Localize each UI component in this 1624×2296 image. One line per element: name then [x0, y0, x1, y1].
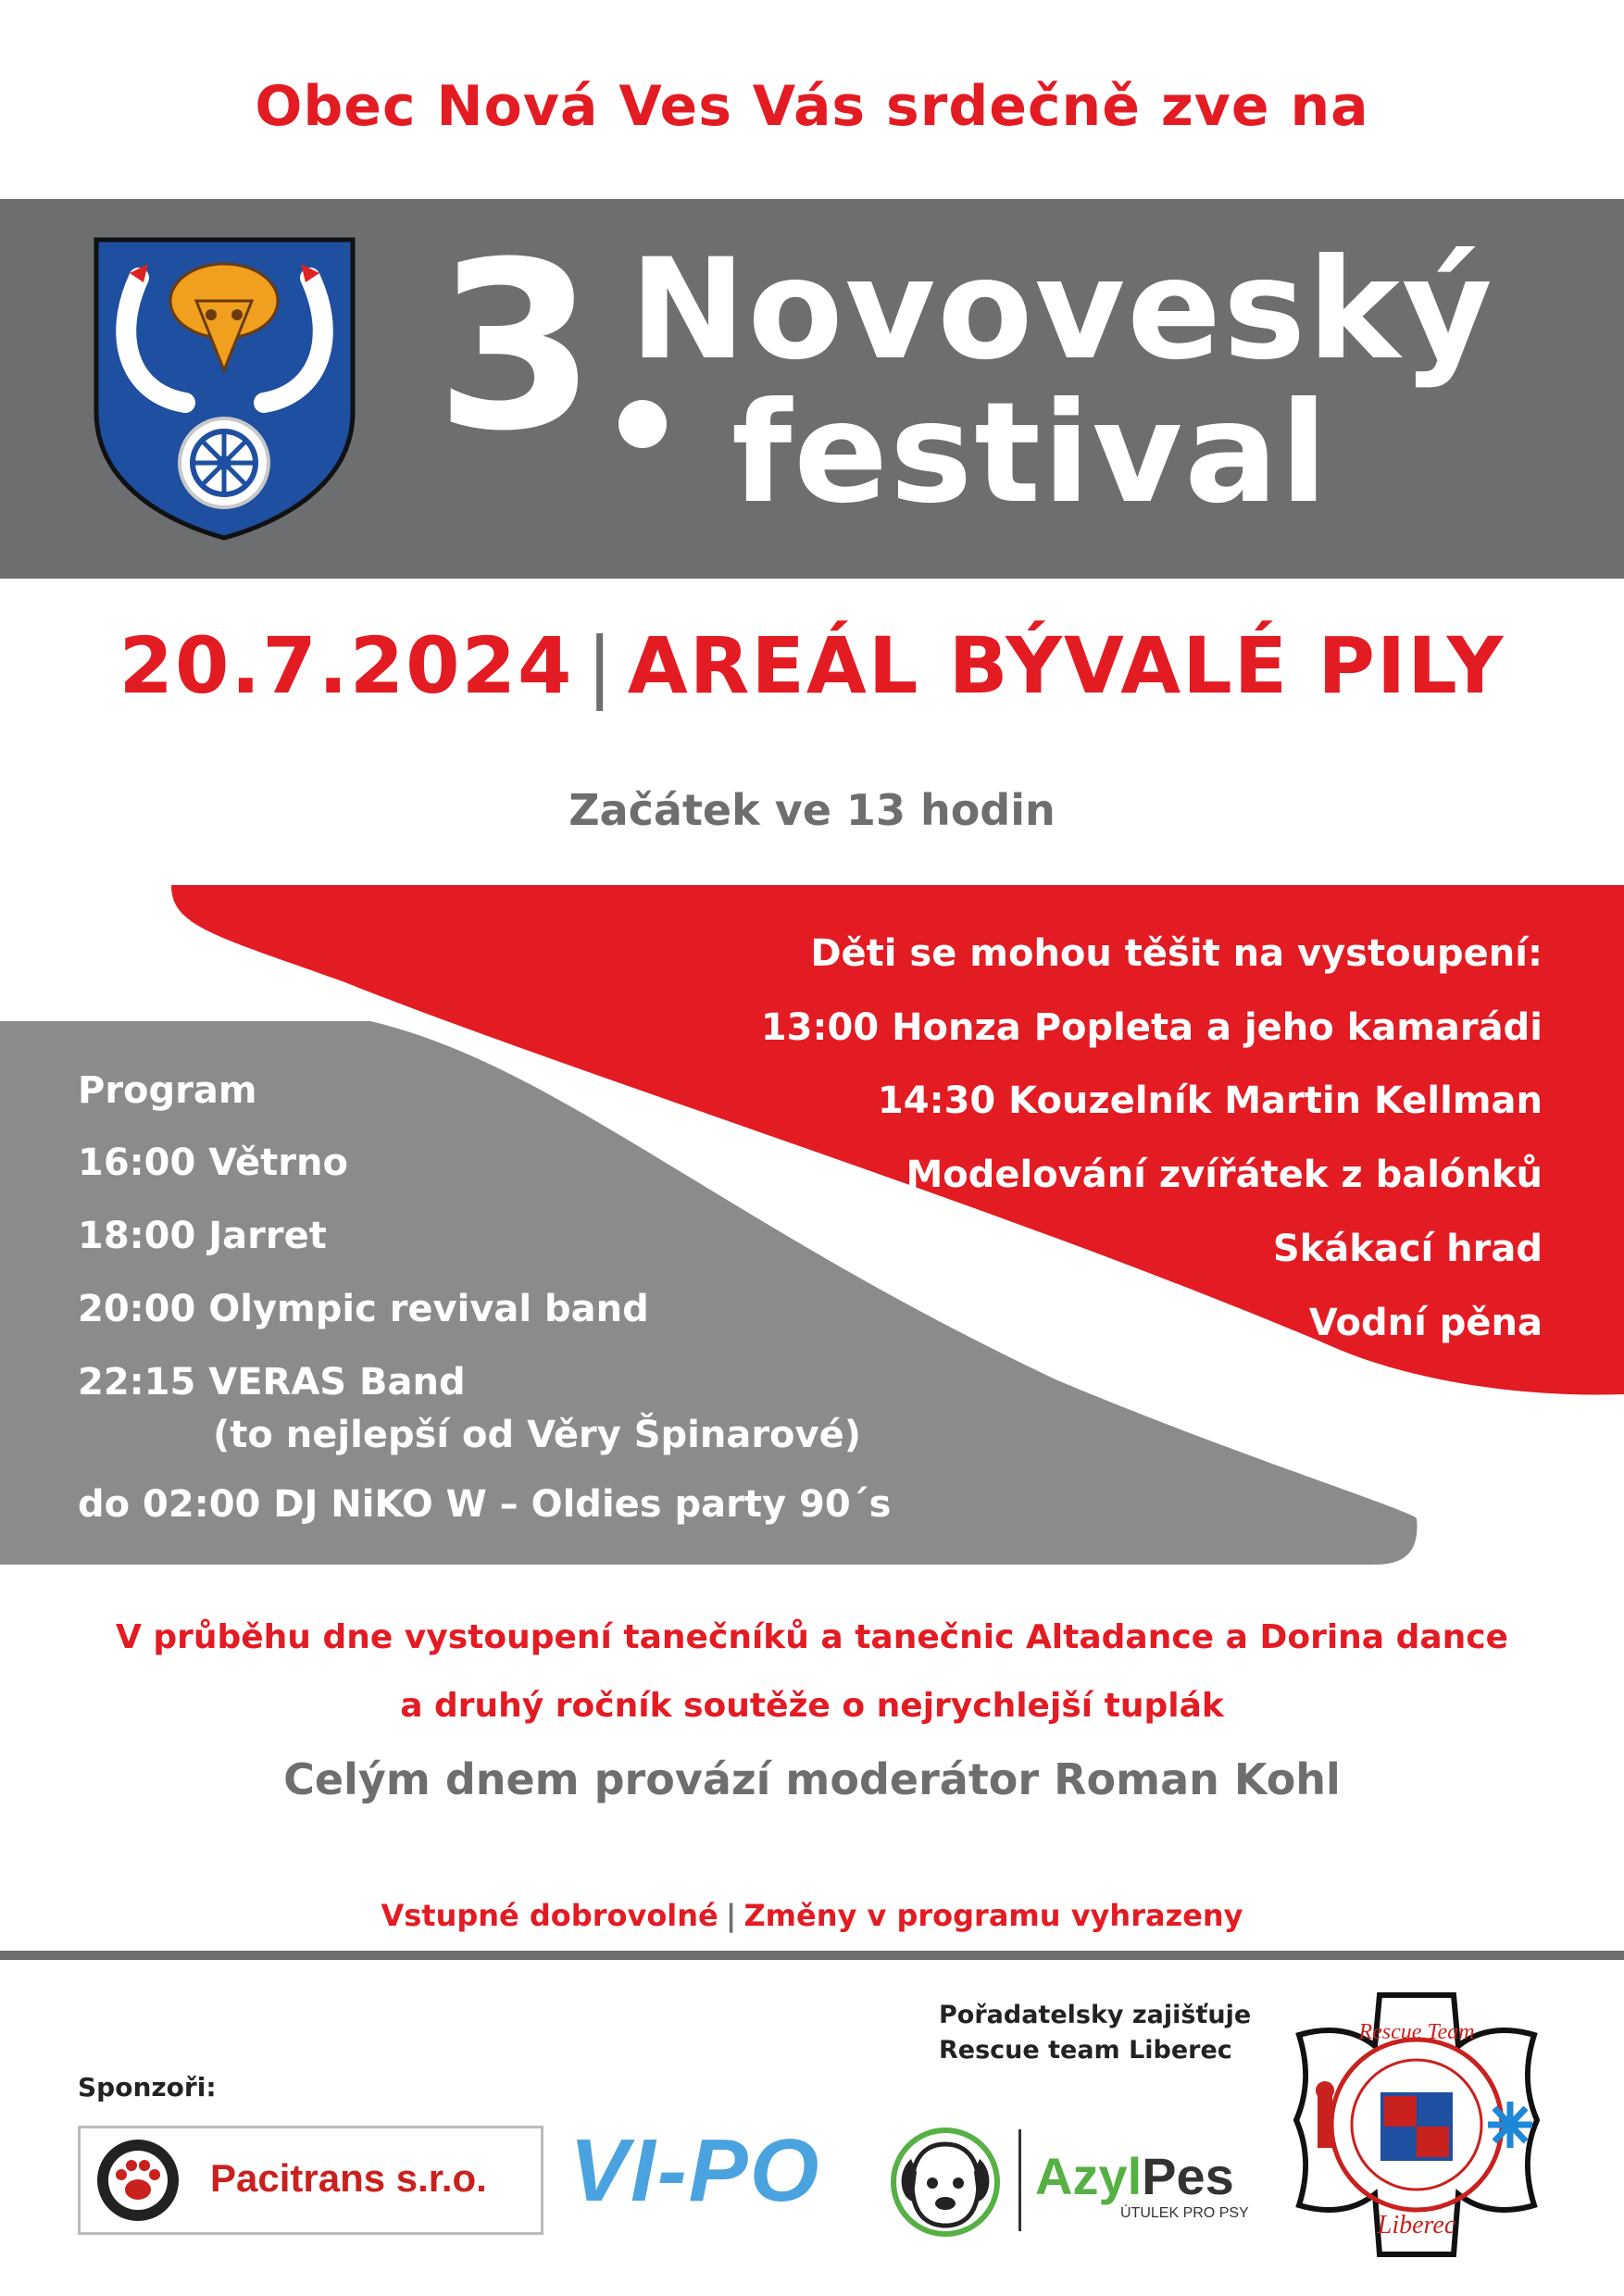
azyl-divider — [1018, 2129, 1021, 2231]
rescue-team-badge-icon — [1292, 1990, 1542, 2264]
pes-word: Pes — [1142, 2147, 1234, 2205]
kids-item: Modelování zvířátek z balónků — [906, 1154, 1543, 1196]
program-item: 16:00 Větrno — [78, 1142, 348, 1184]
festival-title-line2: festival — [731, 373, 1330, 534]
azyl-word: Azyl — [1035, 2147, 1143, 2205]
event-date: 20.7.2024 — [119, 620, 574, 711]
date-venue-line — [0, 620, 1624, 711]
organizer-note — [939, 1998, 1251, 2068]
festival-title-line1: Novoveský — [630, 230, 1494, 391]
dog-face-icon — [889, 2126, 1002, 2239]
rescue-bottom-text: Liberec — [1377, 2211, 1456, 2240]
kids-heading: Děti se mohou těšit na vystoupení: — [810, 932, 1543, 975]
entry-fee: Vstupné dobrovolné — [381, 1898, 718, 1933]
azyl-pes-name — [1035, 2146, 1234, 2206]
event-venue: AREÁL BÝVALÉ PILY — [627, 620, 1505, 711]
kids-item: Vodní pěna — [1308, 1302, 1543, 1344]
organizer-line2: Rescue team Liberec — [939, 2036, 1232, 2065]
program-item-note: (to nejlepší od Věry Špinarové) — [213, 1414, 862, 1456]
organizer-line1: Pořadatelsky zajišťuje — [939, 2001, 1252, 2029]
sponsor-vipo-logo: VI-PO — [569, 2121, 821, 2220]
program-item: do 02:00 DJ NiKO W – Oldies party 90´s — [78, 1483, 892, 1526]
program-item: 20:00 Olympic revival band — [78, 1288, 649, 1330]
entry-line — [0, 1898, 1624, 1933]
program-heading: Program — [78, 1069, 257, 1112]
kids-item: 13:00 Honza Popleta a jeho kamarádi — [760, 1006, 1543, 1049]
start-time: Začátek ve 13 hodin — [568, 785, 1056, 835]
sponsor-pacitrans-logo — [78, 2126, 543, 2235]
rescue-top-text: Rescue Team — [1358, 2020, 1475, 2044]
azyl-subtitle: ÚTULEK PRO PSY — [1120, 2205, 1249, 2221]
program-item: 22:15 VERAS Band — [78, 1361, 466, 1404]
kids-item: Skákací hrad — [1272, 1228, 1543, 1270]
edition-number: 3 — [435, 212, 596, 481]
pacitrans-name: Pacitrans s.r.o. — [210, 2156, 487, 2200]
edition-dot — [618, 400, 667, 448]
village-crest-icon — [93, 236, 356, 542]
contest-note: a druhý ročník soutěže o nejrychlejší tuplák — [400, 1687, 1224, 1725]
sponsors-label: Sponzoři: — [78, 2072, 217, 2103]
entry-separator: | — [725, 1898, 737, 1933]
program-changes: Změny v programu vyhrazeny — [743, 1898, 1243, 1933]
kids-item: 14:30 Kouzelník Martin Kellman — [877, 1079, 1543, 1122]
host-note: Celým dnem provází moderátor Roman Kohl — [283, 1754, 1341, 1804]
dance-note: V průběhu dne vystoupení tanečníků a tanečnic Altadance a Dorina dance — [115, 1618, 1509, 1656]
paw-tire-icon — [90, 2136, 192, 2225]
date-separator: | — [586, 620, 615, 711]
footer-divider — [0, 1951, 1624, 1960]
invite-heading: Obec Nová Ves Vás srdečně zve na — [255, 74, 1369, 139]
program-item: 18:00 Jarret — [78, 1215, 327, 1257]
